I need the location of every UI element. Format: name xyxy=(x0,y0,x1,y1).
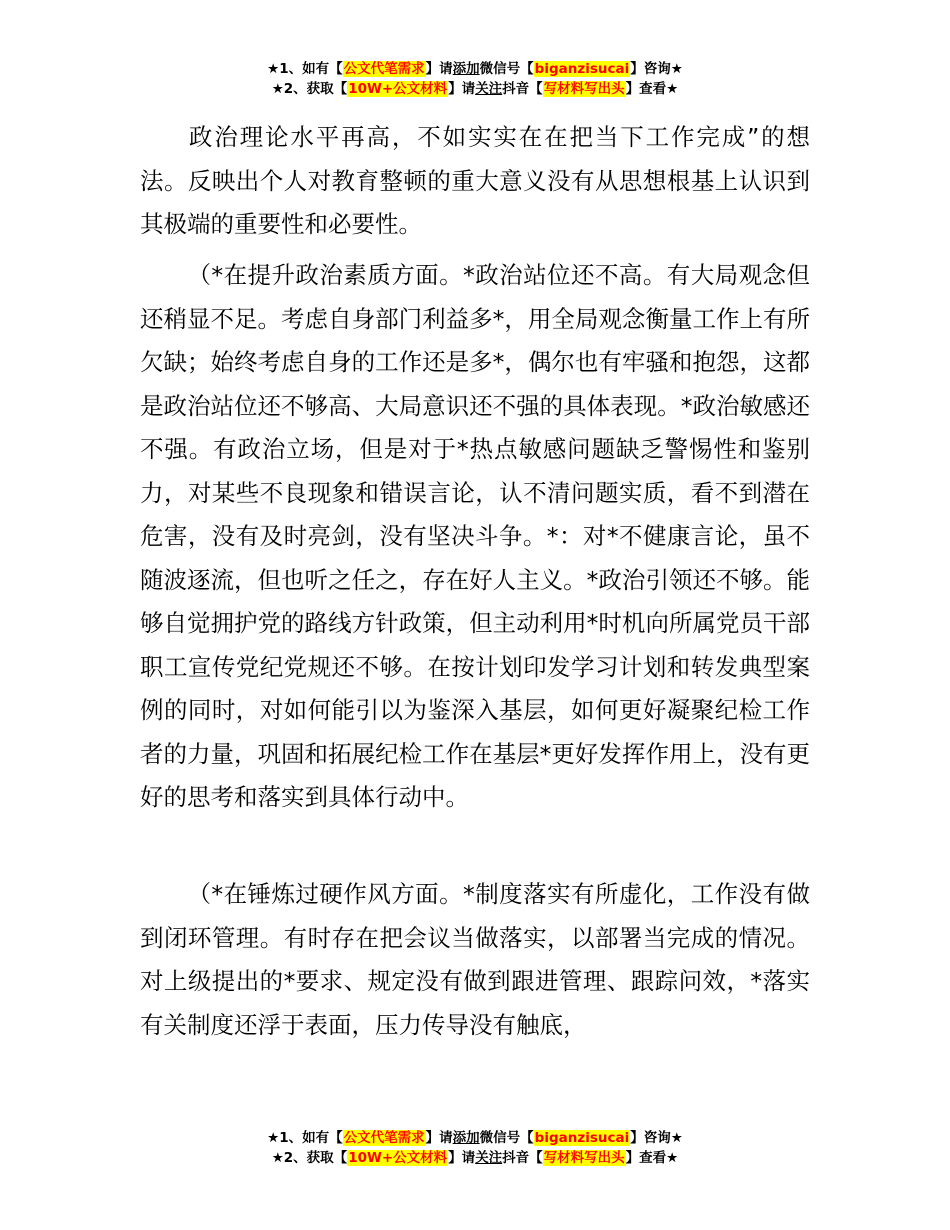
highlight-service: 公文代笔需求 xyxy=(343,61,425,77)
highlight-wechat-id: biganzisucai xyxy=(534,61,630,77)
highlight-douyin: 写材料写出头 xyxy=(543,81,625,97)
promo-line-2: ★2、获取【10W+公文材料】请关注抖音【写材料写出头】查看★ xyxy=(271,1150,679,1166)
header-promo-banner xyxy=(0,59,950,99)
highlight-materials: 10W+公文材料 xyxy=(348,81,448,97)
highlight-service: 公文代笔需求 xyxy=(343,1130,425,1146)
body-paragraph-2 xyxy=(140,254,810,820)
body-paragraph-1 xyxy=(140,116,810,247)
body-paragraph-3 xyxy=(140,873,810,1047)
highlight-materials: 10W+公文材料 xyxy=(348,1150,448,1166)
highlight-wechat-id: biganzisucai xyxy=(534,1130,630,1146)
highlight-douyin: 写材料写出头 xyxy=(543,1150,625,1166)
paragraph-text: （*在提升政治素质方面。*政治站位还不高。有大局观念但还稍显不足。考虑自身部门利益多*，用全局观念衡量工作上有所欠缺；始终考虑自身的工作还是多*，偶尔也有牢骚和抱怨，这都是政治站位还不够高、大局意识还不强的具体表现。*政治敏感还不强。有政治立场，但是对于*热点敏感问题缺乏警惕性和鉴别力，对某些不良现象和错误言论，认不清问题实质，看不到潜在危害，没有及时亮剑，没有坚决斗争。*：对*不健康言论，虽不随波逐流，但也听之任之，存在好人主义。*政治引领还不够。能够自觉拥护党的路线方针政策，但主动利用*时机向所属党员干部职工宣传党纪党规还不够。在按计划印发学习计划和转发典型案例的同时，对如何能引以为鉴深入基层，如何更好凝聚纪检工作者的力量，巩固和拓展纪检工作在基层*更好发挥作用上，没有更好的思考和落实到具体行动中。 xyxy=(140,261,810,811)
promo-line-1: ★1、如有【公文代笔需求】请添加微信号【biganzisucai】咨询★ xyxy=(267,1130,683,1146)
paragraph-text: （*在锤炼过硬作风方面。*制度落实有所虚化，工作没有做到闭环管理。有时存在把会议当做落实，以部署当完成的情况。对上级提出的*要求、规定没有做到跟进管理、跟踪问效，*落实有关制度还浮于表面，压力传导没有触底， xyxy=(140,880,810,1039)
footer-promo-banner xyxy=(0,1128,950,1168)
promo-line-2: ★2、获取【10W+公文材料】请关注抖音【写材料写出头】查看★ xyxy=(271,81,679,97)
paragraph-text: 政治理论水平再高，不如实实在在把当下工作完成”的想法。反映出个人对教育整顿的重大意义没有从思想根基上认识到其极端的重要性和必要性。 xyxy=(140,123,810,238)
promo-line-1: ★1、如有【公文代笔需求】请添加微信号【biganzisucai】咨询★ xyxy=(267,61,683,77)
